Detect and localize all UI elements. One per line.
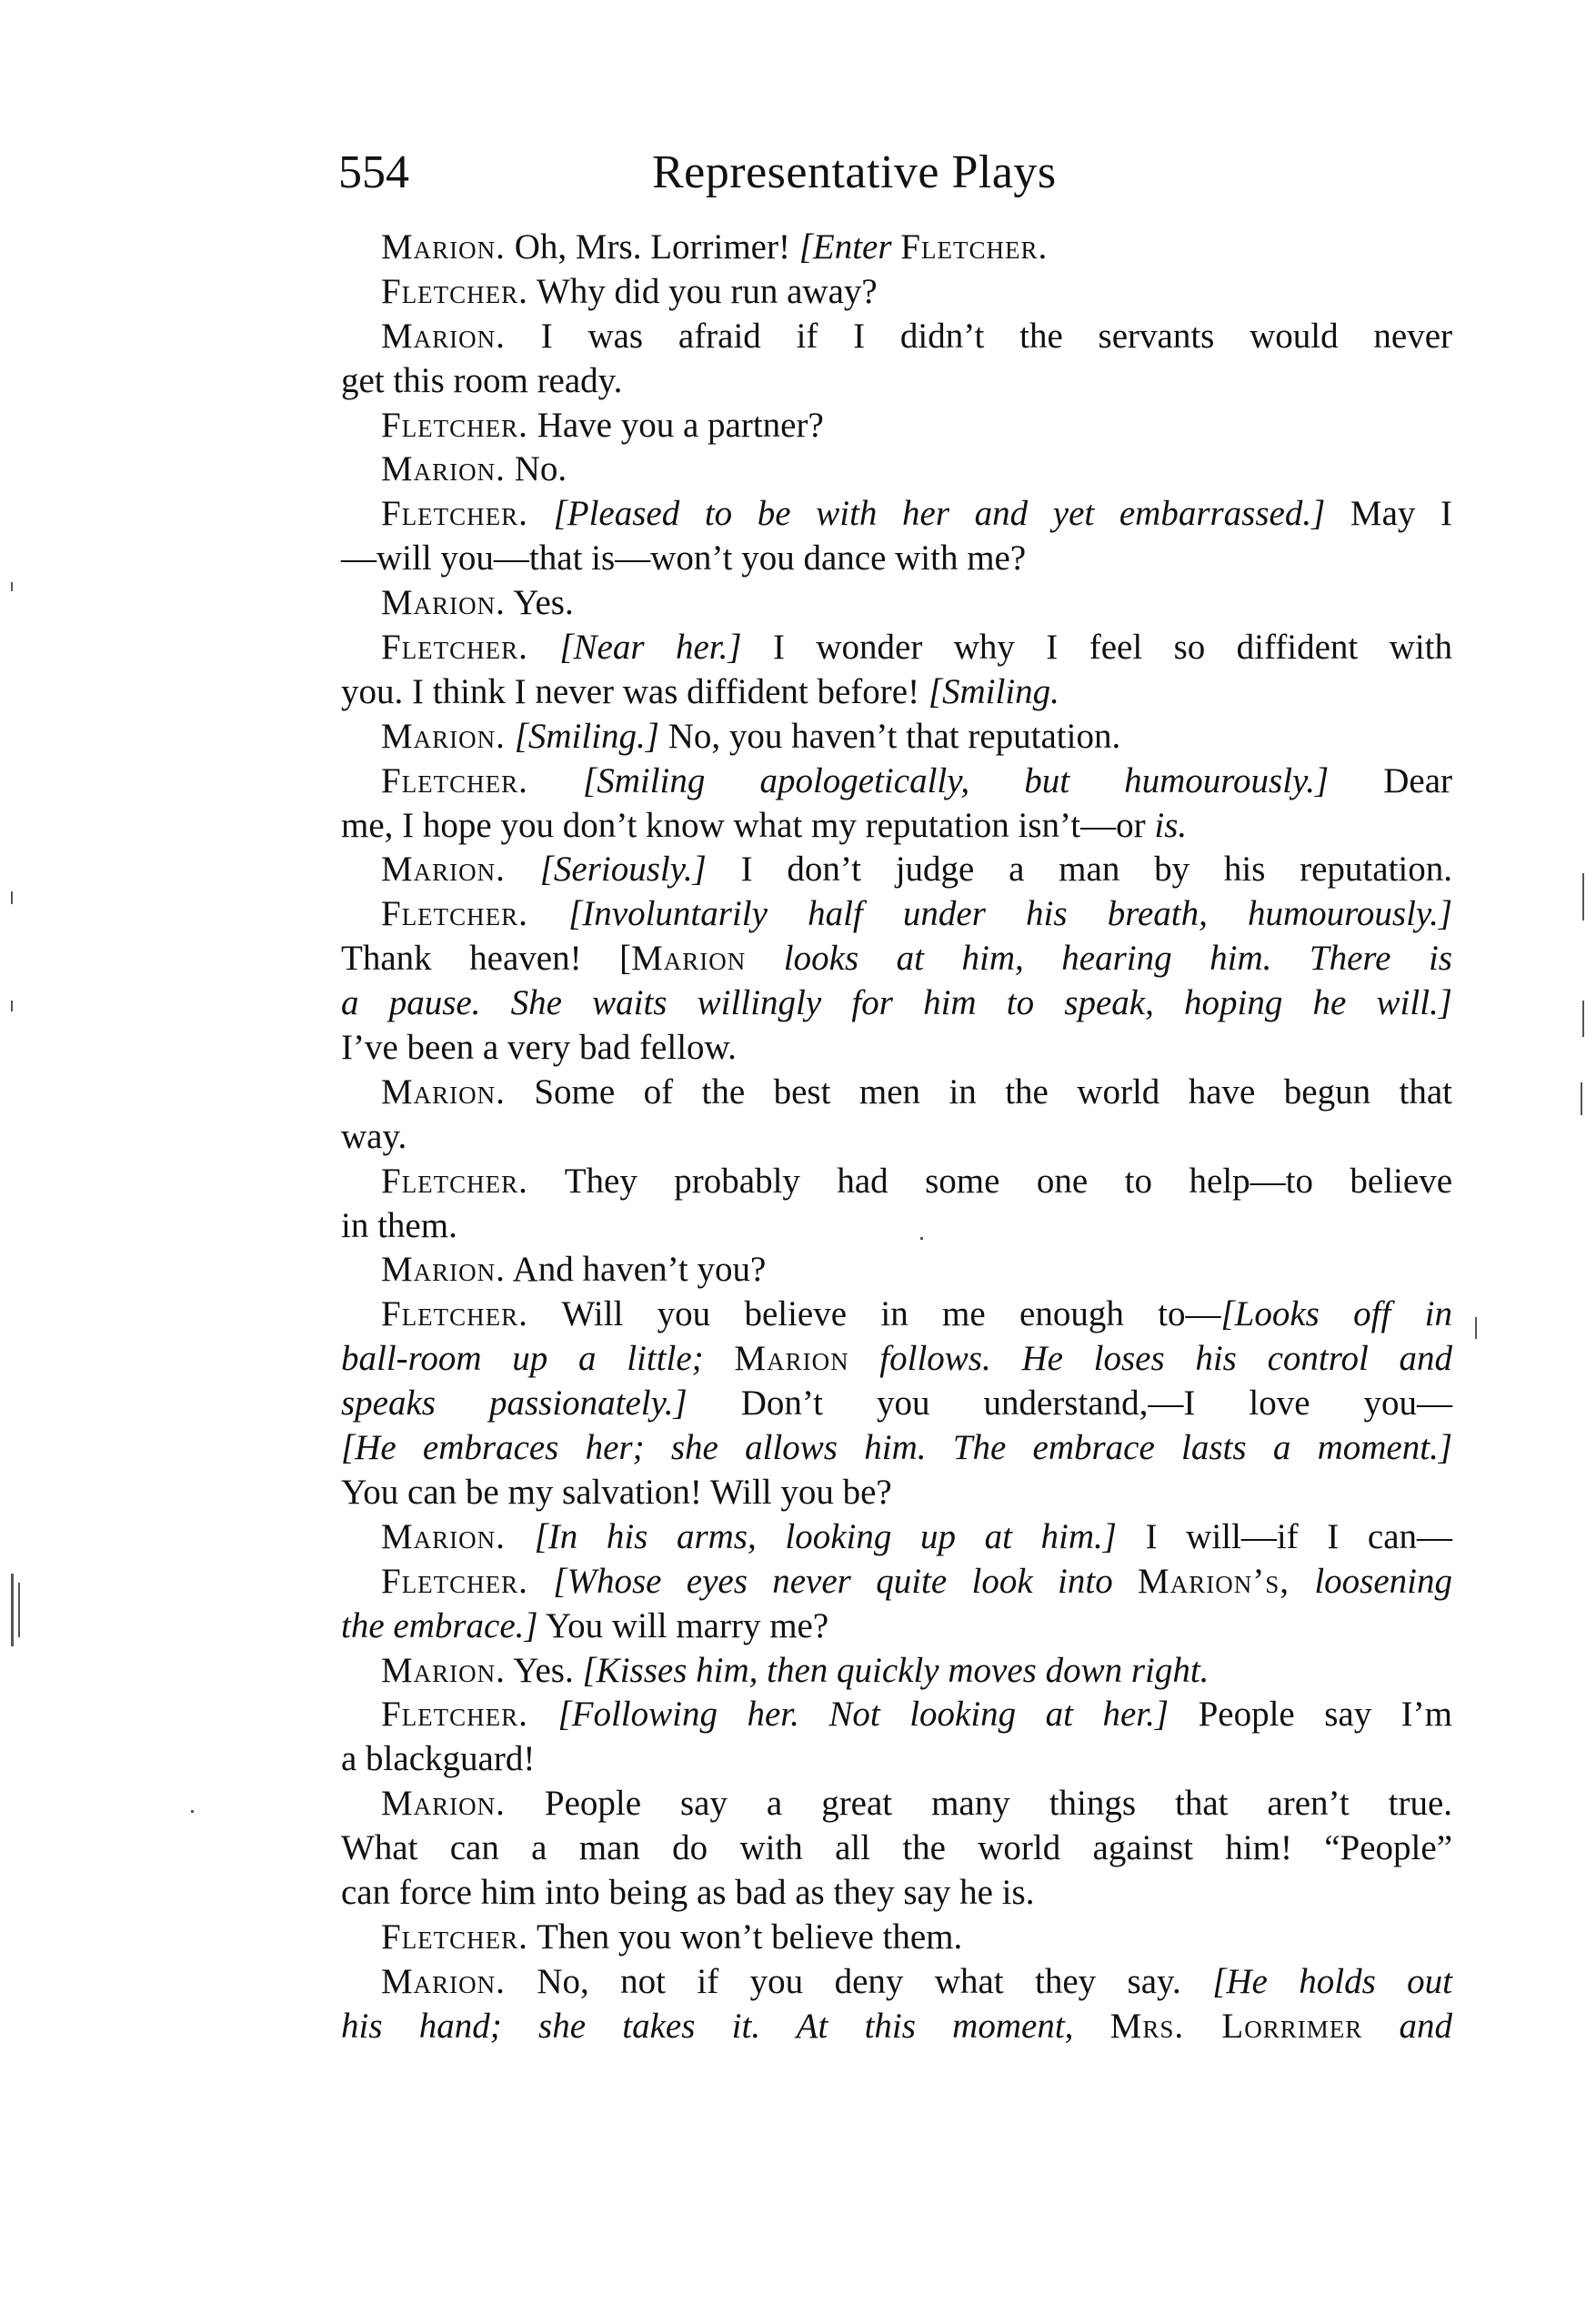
text-line [341, 404, 1452, 448]
scan-mark [11, 891, 13, 904]
dialogue-text [528, 761, 583, 800]
scan-mark [191, 1810, 194, 1813]
dialogue-text: Dear [1329, 760, 1452, 800]
dialogue-text: Will you believe in me enough to— [527, 1294, 1221, 1334]
text-line [341, 1916, 1452, 1960]
stage-direction: looks at him, hearing him. There is [746, 939, 1452, 979]
dialogue-text: Fletcher. [900, 227, 1049, 267]
dialogue-text: Yes. [505, 583, 574, 623]
text-line [341, 1160, 1452, 1204]
stage-direction: follows. He loses his control and [848, 1339, 1452, 1379]
dialogue-text: May I [1325, 494, 1452, 534]
text-line [341, 1115, 1452, 1160]
dialogue-text [892, 227, 901, 267]
text-line [341, 1071, 1452, 1115]
text-line [341, 315, 1452, 359]
speaker-name: Marion. [381, 1250, 506, 1290]
text-line [341, 448, 1452, 492]
dialogue-text: No, not if you deny what they say. [505, 1961, 1213, 2001]
text-line [341, 1471, 1452, 1515]
stage-direction: [Involuntarily half under his breath, humourously.] [568, 894, 1453, 934]
scan-mark [1581, 1082, 1582, 1115]
stage-direction: and [1362, 2006, 1452, 2046]
text-line [341, 804, 1452, 849]
dialogue-text [528, 1562, 553, 1601]
text-line [341, 1560, 1452, 1605]
page-header [338, 136, 1457, 209]
text-line [341, 1204, 1452, 1249]
scan-mark [18, 1583, 20, 1637]
dialogue-text: in them. [341, 1205, 457, 1245]
speaker-name: Marion. [381, 1516, 506, 1556]
text-line [341, 715, 1452, 760]
running-title: Representative Plays [652, 146, 1057, 198]
scan-mark [11, 582, 13, 591]
dialogue-text: Marion’s, [1138, 1561, 1290, 1601]
text-line [341, 937, 1452, 981]
speaker-name: Marion. [381, 1784, 506, 1824]
stage-direction: [Seriously.] [539, 850, 707, 890]
text-line [341, 1382, 1452, 1426]
scan-mark [1582, 1001, 1584, 1037]
stage-direction: [Smiling. [928, 671, 1059, 711]
speaker-name: Fletcher. [381, 1695, 528, 1735]
dialogue-text [506, 850, 540, 889]
text-line [341, 1605, 1452, 1649]
dialogue-text: I wonder why I feel so diffident with [741, 628, 1452, 668]
stage-direction: [Whose eyes never quite look into [553, 1561, 1139, 1601]
text-line [341, 626, 1452, 670]
dialogue-text: People say I’m [1169, 1695, 1452, 1735]
stage-direction: ball-room up a little; [341, 1339, 735, 1379]
page-number: 554 [338, 146, 409, 198]
dialogue-text: Oh, Mrs. Lorrimer! [505, 227, 799, 267]
dialogue-text: No. [505, 449, 567, 489]
text-line [341, 1693, 1452, 1737]
speaker-name: Fletcher. [381, 405, 528, 445]
text-line [341, 1826, 1452, 1871]
dialogue-text: get this room ready. [341, 360, 623, 400]
speaker-name: Marion. [381, 227, 506, 267]
dialogue-text: What can a man do with all the world against him! “People” [341, 1828, 1452, 1868]
speaker-name: Fletcher. [381, 494, 528, 534]
scan-mark [11, 1574, 14, 1646]
dialogue-text [528, 1695, 558, 1734]
dialogue-text [528, 628, 559, 667]
speaker-name: Fletcher. [381, 1161, 528, 1201]
stage-direction: [Smiling apologetically, but humourously.] [583, 760, 1330, 800]
dialogue-text [528, 894, 568, 933]
text-line [341, 670, 1452, 715]
stage-direction: [Pleased to be with her and yet embarrassed.] [553, 494, 1326, 534]
dialogue-text [528, 494, 554, 533]
text-line [341, 1960, 1452, 2005]
stage-direction: [Enter [798, 227, 892, 267]
speaker-name: Fletcher. [381, 628, 528, 668]
dialogue-text: I’ve been a very bad fellow. [341, 1028, 737, 1068]
dialogue-text: Don’t you understand,—I love you— [687, 1383, 1452, 1424]
dialogue-text: Yes. [505, 1650, 583, 1690]
dialogue-text: No, you haven’t that reputation. [658, 716, 1121, 756]
dialogue-text: Then you won’t believe them. [527, 1917, 963, 1957]
speaker-name: Marion. [381, 1961, 506, 2001]
dialogue-text: way. [341, 1116, 407, 1156]
dialogue-text [506, 1517, 535, 1556]
text-line [341, 492, 1452, 537]
dialogue-text: Marion [734, 1339, 849, 1379]
speaker-name: Fletcher. [381, 760, 528, 800]
stage-direction: [He embraces her; she allows him. The embrace lasts a moment.] [341, 1428, 1452, 1468]
text-line [341, 1649, 1452, 1694]
dialogue-text: I don’t judge a man by his reputation. [706, 850, 1452, 890]
stage-direction: the embrace.] [341, 1605, 538, 1645]
speaker-name: Fletcher. [381, 1917, 528, 1957]
dialogue-text: Some of the best men in the world have begun that [505, 1071, 1452, 1112]
text-line [341, 892, 1452, 937]
scan-mark [920, 1237, 923, 1240]
text-line [341, 1293, 1452, 1337]
speaker-name: Marion. [381, 1071, 506, 1112]
scan-mark [1582, 873, 1584, 921]
dialogue-text: can force him into being as bad as they say he is. [341, 1872, 1035, 1912]
dialogue-text: People say a great many things that aren’t true. [505, 1784, 1452, 1824]
dialogue-text: You will marry me? [537, 1605, 829, 1645]
text-line [341, 2005, 1452, 2049]
dialogue-text: I will—if I can— [1116, 1516, 1453, 1556]
dialogue-text: Mrs. Lorrimer [1109, 2006, 1363, 2046]
stage-direction: [Kisses him, then quickly moves down right. [582, 1650, 1210, 1690]
speaker-name: Marion. [381, 850, 506, 890]
scan-mark [11, 1001, 13, 1011]
text-line [341, 581, 1452, 626]
speaker-name: Fletcher. [381, 1561, 528, 1601]
dialogue-text: you. I think I never was diffident before! [341, 671, 928, 711]
dialogue-text: I was afraid if I didn’t the servants would never [505, 316, 1452, 356]
text-line [341, 1026, 1452, 1071]
text-line [341, 760, 1452, 804]
text-line [341, 270, 1452, 315]
stage-direction: [Smiling.] [514, 716, 659, 756]
dialogue-text: —will you—that is—won’t you dance with me? [341, 538, 1027, 578]
dialogue-text: Thank heaven! [ [341, 939, 632, 979]
dialogue-text [506, 717, 515, 756]
dialogue-text: They probably had some one to help—to believe [527, 1161, 1452, 1201]
text-line [341, 1248, 1452, 1293]
text-line [341, 848, 1452, 892]
dialogue-text: a blackguard! [341, 1739, 536, 1779]
speaker-name: Fletcher. [381, 894, 528, 934]
speaker-name: Fletcher. [381, 1294, 528, 1334]
speaker-name: Marion. [381, 716, 506, 756]
stage-direction: speaks passionately.] [341, 1383, 688, 1424]
dialogue-text: Have you a partner? [527, 405, 824, 445]
scan-mark [1475, 1317, 1477, 1339]
stage-direction: [Near her.] [559, 628, 742, 668]
dialogue-text: Marion [631, 939, 747, 979]
text-line [341, 1426, 1452, 1471]
dialogue-text: You can be my salvation! Will you be? [341, 1472, 892, 1512]
text-line [341, 537, 1452, 581]
stage-direction: [Following her. Not looking at her.] [557, 1695, 1169, 1735]
text-line [341, 1515, 1452, 1560]
stage-direction: [He holds out [1212, 1961, 1453, 2001]
speaker-name: Fletcher. [381, 271, 528, 311]
text-line [341, 1337, 1452, 1382]
text-line [341, 226, 1452, 270]
stage-direction: a pause. She waits willingly for him to speak, hoping he will.] [341, 983, 1452, 1023]
stage-direction: [Looks off in [1220, 1294, 1452, 1334]
play-text [341, 226, 1452, 2049]
speaker-name: Marion. [381, 583, 506, 623]
stage-direction: [In his arms, looking up at him.] [534, 1516, 1117, 1556]
stage-direction: his hand; she takes it. At this moment, [341, 2006, 1110, 2046]
text-line [341, 1737, 1452, 1782]
stage-direction: is. [1154, 805, 1188, 845]
dialogue-text: Why did you run away? [527, 271, 878, 311]
speaker-name: Marion. [381, 1650, 506, 1690]
text-line [341, 1782, 1452, 1826]
stage-direction: loosening [1289, 1561, 1452, 1601]
text-line [341, 359, 1452, 404]
speaker-name: Marion. [381, 449, 506, 489]
text-line [341, 1871, 1452, 1916]
text-line [341, 981, 1452, 1026]
speaker-name: Marion. [381, 316, 506, 356]
dialogue-text: And haven’t you? [505, 1250, 767, 1290]
dialogue-text: me, I hope you don’t know what my reputation isn’t—or [341, 805, 1155, 845]
